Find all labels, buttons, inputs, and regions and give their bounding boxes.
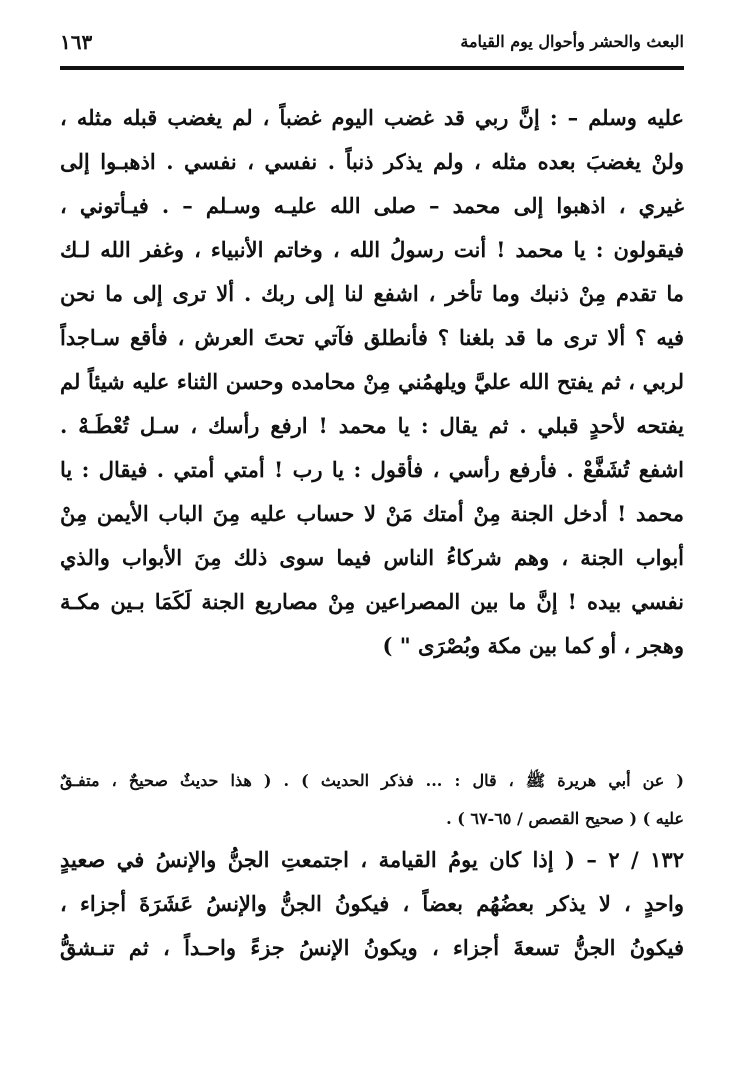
header-rule xyxy=(60,66,684,70)
body-line: ما تقدم مِنْ ذنبك وما تأخر ، اشفع لنا إلى ربك . ألا ترى إلى ما نحن xyxy=(60,281,684,306)
body-paragraph xyxy=(60,96,684,668)
page-number: ١٦٣ xyxy=(60,30,93,54)
source-note-line: ( عن أبي هريرة ﷺ ، قال : ... فذكر الحديث ) . ( هذا حديثٌ صحيحٌ ، متفـقٌ xyxy=(60,771,684,790)
body-line: فيقولون : يا محمد ! أنت رسولُ الله ، وخاتم الأنبياء ، وغفر الله لـك xyxy=(60,237,684,262)
body-line: لربي ، ثم يفتح الله عليَّ ويلهمُني مِنْ محامده وحسن الثناء عليه شيئاً لم xyxy=(60,369,684,394)
hadith-line: ١٣٢ / ٢ – ( إذا كان يومُ القيامة ، اجتمعتِ الجنُّ والإنسُ في صعيدٍ xyxy=(60,847,684,872)
body-line: غيري ، اذهبوا إلى محمد – صلى الله عليـه وسـلم – . فيـأتوني ، xyxy=(60,193,684,218)
hadith-line: واحدٍ ، لا يذكر بعضُهُم بعضاً ، فيكونُ الجنُّ والإنسُ عَشَرَةَ أجزاء ، xyxy=(60,891,684,916)
hadith-line: فيكونُ الجنُّ تسعةَ أجزاء ، ويكونُ الإنسُ جزءً واحـداً ، ثم تنـشقُّ xyxy=(60,935,684,960)
body-line: وهجر ، أو كما بين مكة وبُصْرَى " ) xyxy=(382,633,684,658)
body-line: أبواب الجنة ، وهم شركاءُ الناس فيما سوى ذلك مِنَ الأبواب والذي xyxy=(60,545,684,570)
running-title: البعث والحشر وأحوال يوم القيامة xyxy=(460,32,684,51)
hadith-paragraph xyxy=(60,838,684,970)
body-line: محمد ! أدخل الجنة مِنْ أمتك مَنْ لا حساب عليه مِنَ الباب الأيمن مِنْ xyxy=(60,501,684,526)
body-line: عليه وسلم – : إنَّ ربي قد غضب اليوم غضباً ، لم يغضب قبله مثله ، xyxy=(60,105,684,130)
page-header xyxy=(60,30,684,62)
body-line: يفتحه لأحدٍ قبلي . ثم يقال : يا محمد ! ارفع رأسك ، سـل تُعْطَـهْ . xyxy=(60,413,684,438)
source-note-line: عليه ) ( صحيح القصص / ٦٥-٦٧ ) . xyxy=(446,809,684,828)
body-line: فيه ؟ ألا ترى ما قد بلغنا ؟ فأنطلق فآتي تحتَ العرش ، فأقع سـاجداً xyxy=(60,325,684,350)
body-line: اشفع تُشَفَّعْ . فأرفع رأسي ، فأقول : يا رب ! أمتي أمتي . فيقال : يا xyxy=(60,457,684,482)
source-note xyxy=(60,762,684,838)
body-line: نفسي بيده ! إنَّ ما بين المصراعين مِنْ مصاريع الجنة لَكَمَا بـين مكـة xyxy=(60,589,684,614)
body-line: ولنْ يغضبَ بعده مثله ، ولم يذكر ذنباً . نفسي ، نفسي . اذهبـوا إلى xyxy=(60,149,684,174)
